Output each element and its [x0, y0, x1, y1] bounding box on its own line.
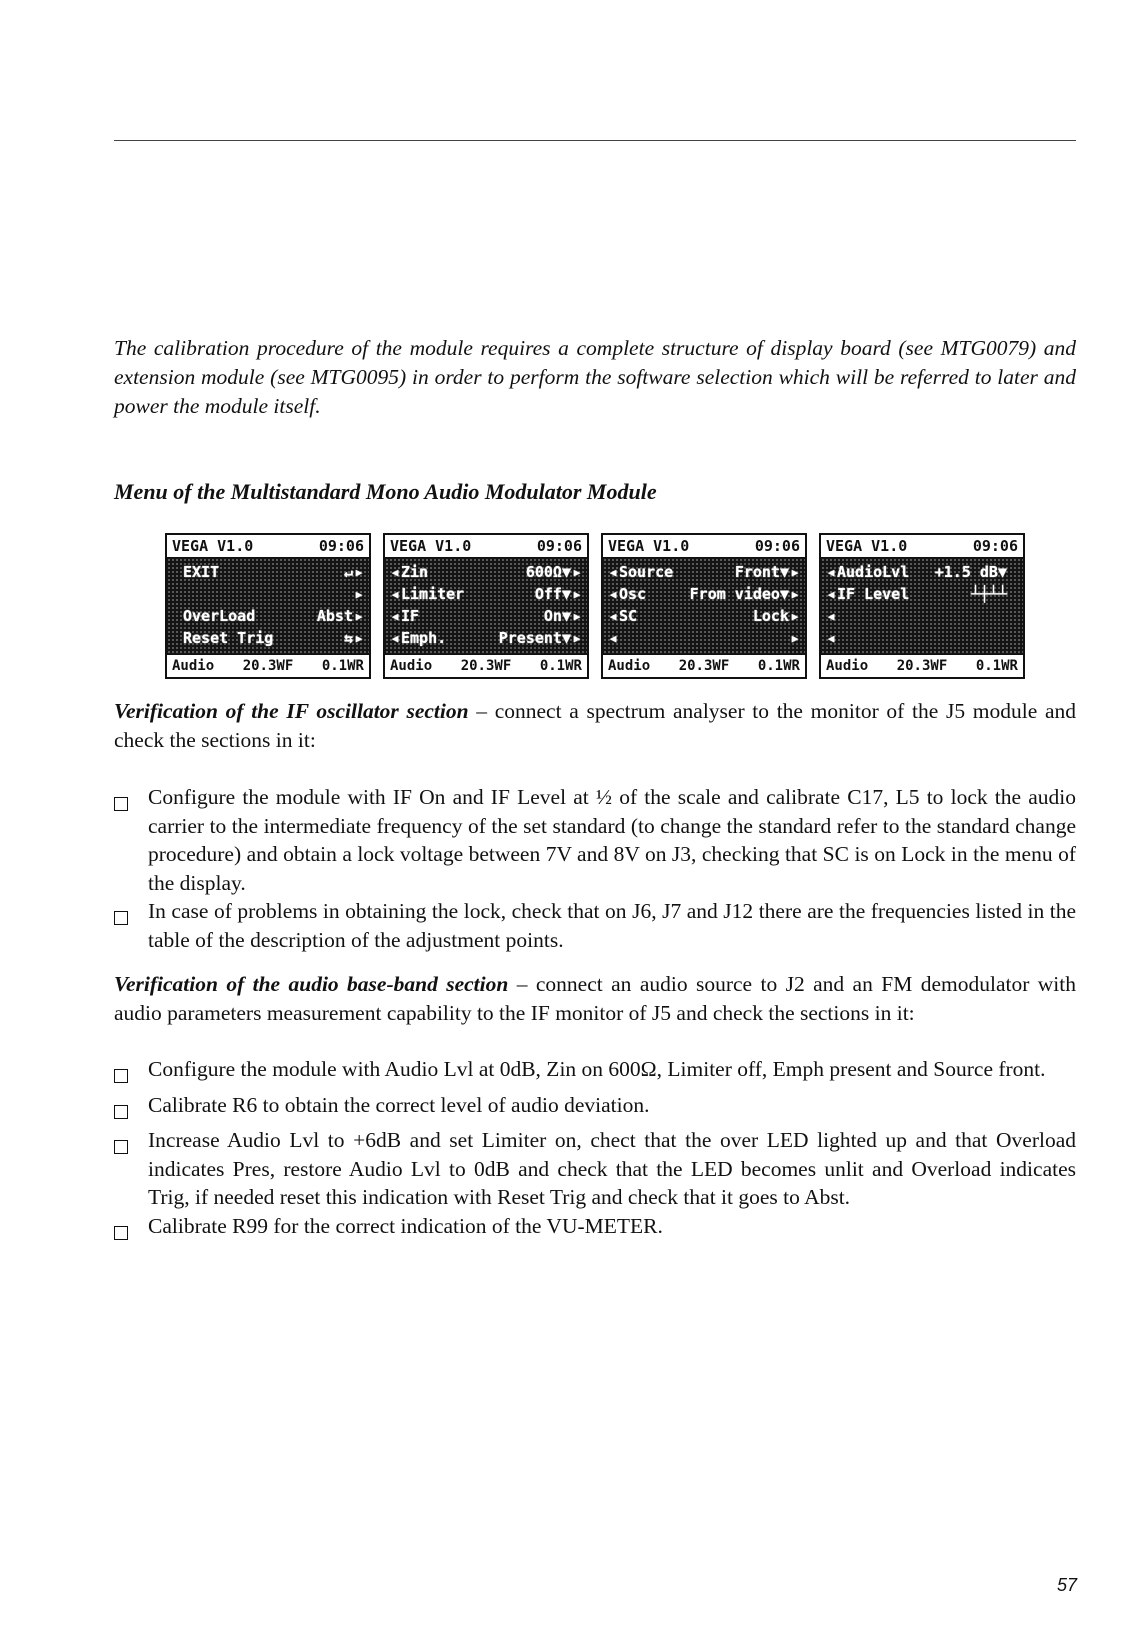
checkbox-icon [114, 1126, 148, 1212]
right-arrow-icon: ▶ [791, 631, 799, 645]
if-section-body: – connect a spectrum analyser to the monitor of the J5 module and check the sections in it: [114, 699, 1076, 752]
lcd-header [603, 535, 805, 558]
left-arrow-icon: ◀ [827, 587, 835, 601]
lcd-menu-row [825, 583, 1019, 605]
lcd-row-label: Source [619, 563, 674, 581]
lcd-menu-row [389, 627, 583, 649]
lcd-menu-row [607, 583, 801, 605]
lcd-menu-row [171, 561, 365, 583]
lcd-row-value: Lock [752, 607, 789, 625]
right-arrow-icon: ▶ [791, 609, 799, 623]
list-item [114, 1126, 1076, 1212]
lcd-title: VEGA V1.0 [390, 537, 472, 555]
left-arrow-icon: ◀ [609, 631, 617, 645]
lcd-row-value: +1.5 dB▼ [934, 563, 1007, 581]
lcd-row-label: OverLoad [183, 607, 256, 625]
list-item [114, 1055, 1076, 1091]
audio-section-body: – connect an audio source to J2 and an FM demodulator with audio parameters measurement capability to the IF monitor of J5 and check the sections in it: [114, 972, 1076, 1025]
lcd-row-value: Present▼ [498, 629, 571, 647]
lcd-row-value: ┴┼┴┴ [970, 585, 1007, 603]
lcd-row-label: IF Level [837, 585, 910, 603]
lcd-row-label: Osc [619, 585, 647, 603]
lcd-row-label: Limiter [401, 585, 465, 603]
lcd-time: 09:06 [318, 537, 364, 555]
lcd-footer-reflected-power: 0.1WR [757, 658, 800, 674]
lcd-footer-forward-power: 20.3WF [896, 658, 948, 674]
lcd-menu [821, 558, 1023, 654]
lcd-time: 09:06 [972, 537, 1018, 555]
list-item [114, 1091, 1076, 1127]
checkbox-icon [114, 1212, 148, 1248]
lcd-row-label: Emph. [401, 629, 447, 647]
if-section-paragraph [114, 697, 1076, 755]
lcd-row-value: Off▼ [534, 585, 571, 603]
lcd-menu-row [607, 605, 801, 627]
intro-paragraph: The calibration procedure of the module requires a complete structure of display board (see MTG0079) and extension module (see MTG0095) in order to perform the software selection which will be referred to later and power the module itself. [114, 336, 1076, 418]
left-arrow-icon: ◀ [391, 609, 399, 623]
lcd-footer-forward-power: 20.3WF [242, 658, 294, 674]
bullet-text: Configure the module with Audio Lvl at 0dB, Zin on 600Ω, Limiter off, Emph present and Source front. [148, 1057, 1046, 1081]
lcd-footer-source: Audio [390, 658, 433, 674]
lcd-row-value: Abst [316, 607, 353, 625]
right-arrow-icon: ▶ [573, 609, 581, 623]
lcd-title: VEGA V1.0 [172, 537, 254, 555]
lcd-footer-source: Audio [172, 658, 215, 674]
bullet-text: Configure the module with IF On and IF Level at ½ of the scale and calibrate C17, L5 to lock the audio carrier to the intermediate frequency of the set standard (to change the standard refer to the standard change procedure) and obtain a lock voltage between 7V and 8V on J3, checking that SC is on Lock in the menu of the display. [148, 785, 1076, 895]
left-arrow-icon: ◀ [609, 609, 617, 623]
lcd-row-label: Reset Trig [183, 629, 274, 647]
lcd-footer-reflected-power: 0.1WR [321, 658, 364, 674]
lcd-header [167, 535, 369, 558]
checkbox-icon [114, 783, 148, 897]
audio-section-lead: Verification of the audio base-band section [114, 972, 509, 996]
display-screens [165, 533, 1025, 679]
lcd-menu-row [825, 561, 1019, 583]
lcd-menu [603, 558, 805, 654]
right-arrow-icon: ▶ [355, 565, 363, 579]
lcd-footer-forward-power: 20.3WF [678, 658, 730, 674]
bullet-text: In case of problems in obtaining the lock, check that on J6, J7 and J12 there are the frequencies listed in the table of the description of the adjustment points. [148, 899, 1076, 952]
right-arrow-icon: ▶ [791, 565, 799, 579]
bullet-text: Calibrate R99 for the correct indication of the VU-METER. [148, 1213, 663, 1238]
audio-bullet-list [114, 1055, 1076, 1247]
list-item [114, 897, 1076, 954]
bullet-text: Calibrate R6 to obtain the correct level of audio deviation. [148, 1092, 650, 1117]
lcd-row-value: From video▼ [689, 585, 789, 603]
lcd-menu-row [171, 605, 365, 627]
lcd-time: 09:06 [536, 537, 582, 555]
lcd-footer [167, 654, 369, 677]
lcd-row-label: SC [619, 607, 638, 625]
lcd-menu-row [825, 605, 1019, 627]
lcd-row-value: Front▼ [734, 563, 789, 581]
lcd-menu [167, 558, 369, 654]
bullet-text: Increase Audio Lvl to +6dB and set Limiter on, chect that the over LED lighted up and that Overload indicates Pres, restore Audio Lvl to 0dB and check that the LED becomes unlit and Overload indicates Trig, if needed reset this indication with Reset Trig and check that it goes to Abst. [148, 1128, 1076, 1209]
lcd-row-label: IF [401, 607, 420, 625]
lcd-footer [385, 654, 587, 677]
lcd-menu-row [607, 561, 801, 583]
lcd-row-value: On▼ [543, 607, 571, 625]
lcd-row-value: ↵ [343, 563, 353, 581]
checkbox-icon [114, 1055, 148, 1091]
left-arrow-icon: ◀ [391, 565, 399, 579]
lcd-menu-row [171, 583, 365, 605]
lcd-screen [601, 533, 807, 679]
lcd-footer [603, 654, 805, 677]
right-arrow-icon: ▶ [355, 587, 363, 601]
lcd-menu-row [825, 627, 1019, 649]
lcd-time: 09:06 [754, 537, 800, 555]
right-arrow-icon: ▶ [573, 587, 581, 601]
lcd-menu-row [389, 605, 583, 627]
left-arrow-icon: ◀ [391, 631, 399, 645]
lcd-menu-row [171, 627, 365, 649]
audio-section-paragraph [114, 970, 1076, 1028]
lcd-footer-source: Audio [826, 658, 869, 674]
lcd-row-value: 600Ω▼ [525, 563, 571, 581]
right-arrow-icon: ▶ [355, 631, 363, 645]
lcd-title: VEGA V1.0 [826, 537, 908, 555]
lcd-footer-source: Audio [608, 658, 651, 674]
lcd-row-value: ⇆ [343, 629, 353, 647]
lcd-row-label: Zin [401, 563, 429, 581]
if-section-lead: Verification of the IF oscillator section [114, 699, 469, 723]
lcd-menu-row [607, 627, 801, 649]
lcd-screen [165, 533, 371, 679]
lcd-header [385, 535, 587, 558]
list-item [114, 783, 1076, 897]
left-arrow-icon: ◀ [827, 609, 835, 623]
lcd-title: VEGA V1.0 [608, 537, 690, 555]
checkbox-icon [114, 897, 148, 954]
menu-heading: Menu of the Multistandard Mono Audio Modulator Module [114, 479, 657, 504]
lcd-screen [383, 533, 589, 679]
lcd-footer-forward-power: 20.3WF [460, 658, 512, 674]
lcd-header [821, 535, 1023, 558]
checkbox-icon [114, 1091, 148, 1127]
lcd-row-label: EXIT [183, 563, 220, 581]
lcd-footer-reflected-power: 0.1WR [975, 658, 1018, 674]
left-arrow-icon: ◀ [609, 587, 617, 601]
lcd-footer-reflected-power: 0.1WR [539, 658, 582, 674]
right-arrow-icon: ▶ [355, 609, 363, 623]
right-arrow-icon: ▶ [573, 565, 581, 579]
if-bullet-list [114, 783, 1076, 954]
page-number: 57 [1056, 1575, 1077, 1595]
left-arrow-icon: ◀ [391, 587, 399, 601]
header-rule [114, 140, 1076, 141]
list-item [114, 1212, 1076, 1248]
left-arrow-icon: ◀ [827, 631, 835, 645]
lcd-screen [819, 533, 1025, 679]
right-arrow-icon: ▶ [791, 587, 799, 601]
lcd-menu-row [389, 583, 583, 605]
lcd-footer [821, 654, 1023, 677]
lcd-menu-row [389, 561, 583, 583]
left-arrow-icon: ◀ [827, 565, 835, 579]
lcd-menu [385, 558, 587, 654]
lcd-row-label: AudioLvl [837, 563, 910, 581]
right-arrow-icon: ▶ [573, 631, 581, 645]
left-arrow-icon: ◀ [609, 565, 617, 579]
